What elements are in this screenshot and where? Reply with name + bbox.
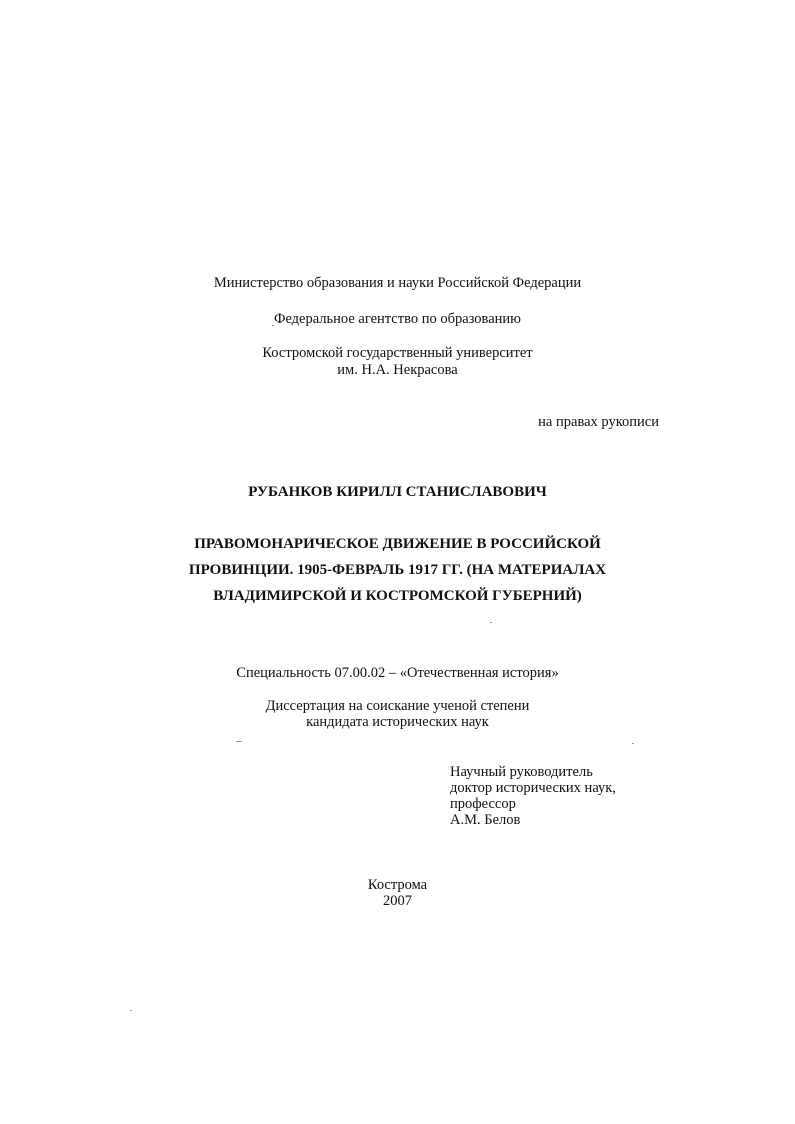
supervisor-name: А.М. Белов xyxy=(450,812,521,828)
scan-speck xyxy=(130,1010,132,1011)
author-name: РУБАНКОВ КИРИЛЛ СТАНИСЛАВОВИЧ xyxy=(248,484,547,500)
supervisor-role: Научный руководитель xyxy=(450,764,593,780)
dissertation-line-2: кандидата исторических наук xyxy=(306,714,489,730)
scan-speck xyxy=(236,741,242,742)
footer-city: Кострома xyxy=(367,877,428,893)
scan-speck xyxy=(632,743,634,744)
specialty-line: Специальность 07.00.02 – «Отечественная история» xyxy=(236,665,559,681)
title-line-2: ПРОВИНЦИИ. 1905-ФЕВРАЛЬ 1917 ГГ. (НА МАТЕРИАЛАХ xyxy=(188,562,607,578)
title-line-3: ВЛАДИМИРСКОЙ И КОСТРОМСКОЙ ГУБЕРНИЙ) xyxy=(213,588,582,604)
university-line: Костромской государственный университет xyxy=(262,345,533,361)
manuscript-note: на правах рукописи xyxy=(538,414,659,430)
footer-year: 2007 xyxy=(383,893,412,909)
scan-speck xyxy=(272,325,274,326)
dissertation-line-1: Диссертация на соискание ученой степени xyxy=(265,698,530,714)
title-line-1: ПРАВОМОНАРИЧЕСКОЕ ДВИЖЕНИЕ В РОССИЙСКОЙ xyxy=(194,536,601,552)
agency-line: Федеральное агентство по образованию xyxy=(273,311,521,327)
ministry-line: Министерство образования и науки Российской Федерации xyxy=(213,275,582,291)
university-name-line: им. Н.А. Некрасова xyxy=(337,362,458,378)
supervisor-degree: доктор исторических наук, xyxy=(450,780,616,796)
supervisor-rank: профессор xyxy=(450,796,516,812)
scan-speck xyxy=(490,622,492,623)
